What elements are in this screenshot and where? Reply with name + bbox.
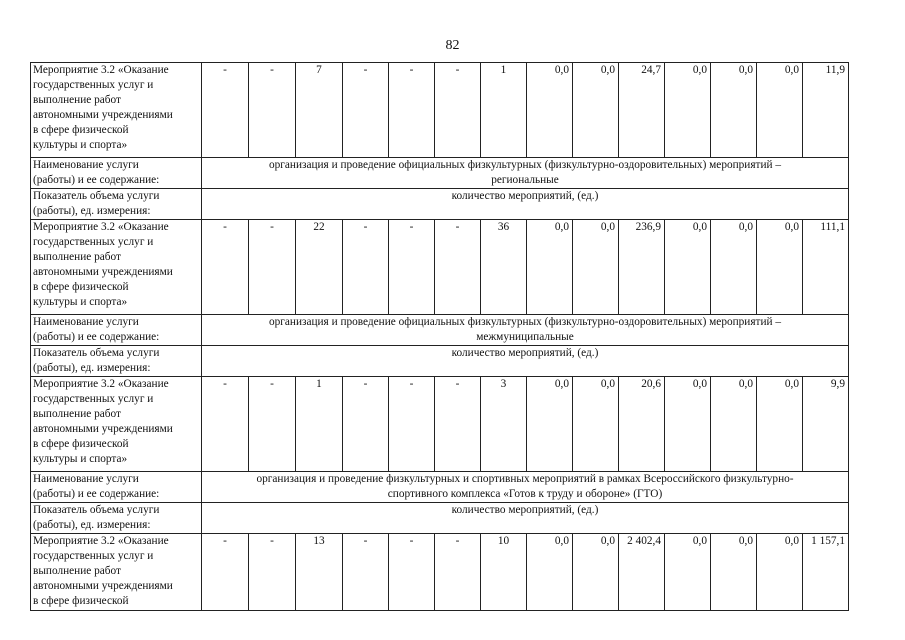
value-cell: 236,9 <box>619 220 665 315</box>
value-cell: 13 <box>296 534 343 611</box>
service-description: организация и проведение официальных физкультурных (физкультурно-оздоровительных) мероприятий – региональные <box>202 158 849 189</box>
value-cell: 0,0 <box>573 63 619 158</box>
value-cell: 2 402,4 <box>619 534 665 611</box>
value-cell: 9,9 <box>803 377 849 472</box>
service-row <box>31 472 849 503</box>
value-cell: - <box>389 220 435 315</box>
indicator-label: Показатель объема услуги (работы), ед. измерения: <box>31 503 202 534</box>
value-cell: - <box>249 534 296 611</box>
value-cell: - <box>389 63 435 158</box>
value-cell: - <box>249 220 296 315</box>
value-cell: 0,0 <box>711 220 757 315</box>
indicator-value: количество мероприятий, (ед.) <box>202 346 849 377</box>
value-cell: 0,0 <box>757 534 803 611</box>
measure-label: Мероприятие 3.2 «Оказание государственных услуг и выполнение работ автономными учреждениями в сфере физической культуры и спорта» <box>31 377 202 472</box>
measure-row <box>31 377 849 472</box>
value-cell: - <box>435 63 481 158</box>
measure-label: Мероприятие 3.2 «Оказание государственных услуг и выполнение работ автономными учреждениями в сфере физической <box>31 534 202 611</box>
value-cell: - <box>435 377 481 472</box>
indicator-row <box>31 346 849 377</box>
value-cell: 3 <box>481 377 527 472</box>
value-cell: 0,0 <box>527 220 573 315</box>
value-cell: - <box>389 377 435 472</box>
value-cell: 0,0 <box>527 63 573 158</box>
value-cell: 0,0 <box>757 63 803 158</box>
program-table <box>30 62 849 611</box>
value-cell: 24,7 <box>619 63 665 158</box>
value-cell: 1 <box>296 377 343 472</box>
value-cell: 0,0 <box>711 377 757 472</box>
value-cell: 1 <box>481 63 527 158</box>
service-row <box>31 315 849 346</box>
value-cell: 0,0 <box>757 377 803 472</box>
value-cell: - <box>435 534 481 611</box>
value-cell: 0,0 <box>573 534 619 611</box>
value-cell: 36 <box>481 220 527 315</box>
value-cell: 11,9 <box>803 63 849 158</box>
indicator-label: Показатель объема услуги (работы), ед. измерения: <box>31 346 202 377</box>
value-cell: 111,1 <box>803 220 849 315</box>
value-cell: 1 157,1 <box>803 534 849 611</box>
value-cell: 0,0 <box>665 534 711 611</box>
value-cell: 10 <box>481 534 527 611</box>
value-cell: 0,0 <box>757 220 803 315</box>
service-row <box>31 158 849 189</box>
measure-label: Мероприятие 3.2 «Оказание государственных услуг и выполнение работ автономными учреждениями в сфере физической культуры и спорта» <box>31 63 202 158</box>
indicator-label: Показатель объема услуги (работы), ед. измерения: <box>31 189 202 220</box>
value-cell: - <box>249 63 296 158</box>
value-cell: - <box>249 377 296 472</box>
value-cell: 7 <box>296 63 343 158</box>
value-cell: - <box>202 220 249 315</box>
page-number: 82 <box>445 38 460 53</box>
indicator-row <box>31 189 849 220</box>
value-cell: - <box>343 63 389 158</box>
value-cell: 0,0 <box>711 534 757 611</box>
value-cell: 0,0 <box>527 534 573 611</box>
value-cell: - <box>202 377 249 472</box>
service-description: организация и проведение официальных физкультурных (физкультурно-оздоровительных) мероприятий – межмуниципальные <box>202 315 849 346</box>
value-cell: - <box>343 377 389 472</box>
value-cell: 0,0 <box>573 220 619 315</box>
value-cell: 0,0 <box>665 377 711 472</box>
value-cell: - <box>202 534 249 611</box>
value-cell: - <box>343 220 389 315</box>
value-cell: 0,0 <box>711 63 757 158</box>
service-description: организация и проведение физкультурных и спортивных мероприятий в рамках Всероссийского физкультурно- спортивного комплекса «Готов к труду и обороне» (ГТО) <box>202 472 849 503</box>
value-cell: 0,0 <box>665 220 711 315</box>
measure-row <box>31 220 849 315</box>
value-cell: 0,0 <box>573 377 619 472</box>
value-cell: 20,6 <box>619 377 665 472</box>
measure-row <box>31 534 849 611</box>
service-label: Наименование услуги (работы) и ее содержание: <box>31 315 202 346</box>
value-cell: - <box>202 63 249 158</box>
value-cell: - <box>435 220 481 315</box>
service-label: Наименование услуги (работы) и ее содержание: <box>31 158 202 189</box>
indicator-value: количество мероприятий, (ед.) <box>202 189 849 220</box>
value-cell: 22 <box>296 220 343 315</box>
indicator-value: количество мероприятий, (ед.) <box>202 503 849 534</box>
value-cell: - <box>389 534 435 611</box>
measure-label: Мероприятие 3.2 «Оказание государственных услуг и выполнение работ автономными учреждениями в сфере физической культуры и спорта» <box>31 220 202 315</box>
measure-row <box>31 63 849 158</box>
value-cell: 0,0 <box>527 377 573 472</box>
service-label: Наименование услуги (работы) и ее содержание: <box>31 472 202 503</box>
value-cell: 0,0 <box>665 63 711 158</box>
indicator-row <box>31 503 849 534</box>
value-cell: - <box>343 534 389 611</box>
